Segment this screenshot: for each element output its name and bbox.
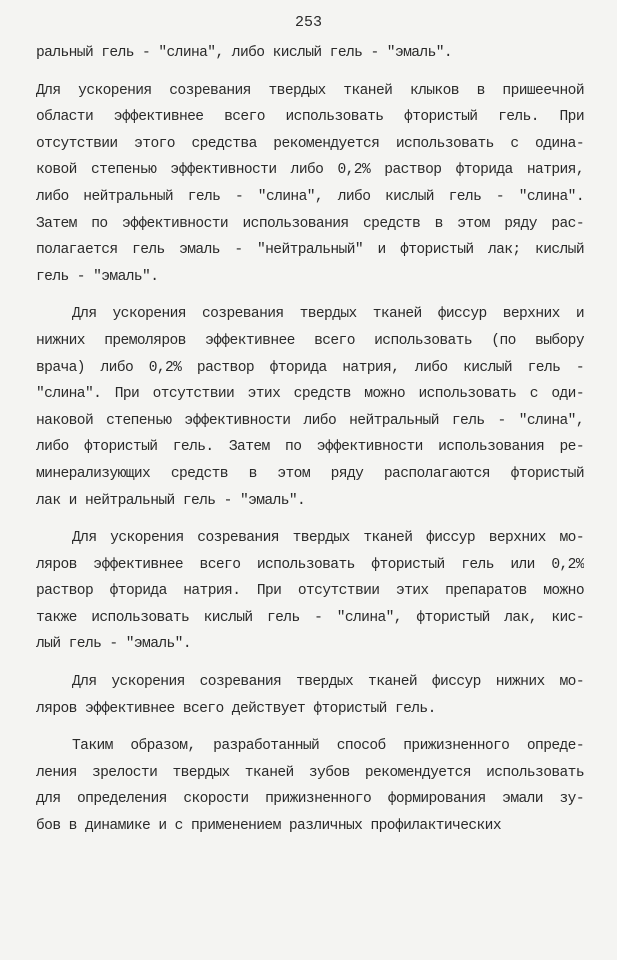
text-line: Таким образом, разработанный способ прижизненного опреде- (72, 738, 584, 755)
text-line: для определения скорости прижизненного формирования эмали зу- (36, 791, 584, 808)
text-line: ляров эффективнее всего действует фтористый гель. (36, 700, 436, 717)
paragraph-gap (36, 290, 584, 301)
paragraph (36, 669, 584, 722)
text-line: Для ускорения созревания твердых тканей фиссур верхних мо- (72, 530, 584, 547)
text-line: ральный гель - "слина", либо кислый гель - "эмаль". (36, 45, 453, 61)
paragraph (36, 301, 584, 514)
paragraph-gap (36, 722, 584, 733)
text-line: ковой степенью эффективности либо 0,2% раствор фторида натрия, (36, 162, 584, 179)
text-line: наковой степенью эффективности либо нейтральный гель - "слина", (36, 412, 584, 429)
text-line: нижних премоляров эффективнее всего использовать (по выбору (36, 332, 584, 349)
text-line: также использовать кислый гель - "слина", фтористый лак, кис- (36, 609, 584, 626)
text-line: Для ускорения созревания твердых тканей фиссур верхних и (72, 306, 584, 323)
paragraph (36, 78, 584, 291)
page-number: 253 (294, 14, 322, 31)
text-line: "слина". При отсутствии этих средств можно использовать с оди- (36, 386, 584, 403)
text-line: минерализующих средств в этом ряду располагаются фтористый (36, 465, 584, 482)
text-line: лый гель - "эмаль". (36, 636, 191, 653)
text-line: отсутствии этого средства рекомендуется использовать с одина- (36, 135, 584, 152)
text-line: Для ускорения созревания твердых тканей фиссур нижних мо- (72, 674, 584, 691)
body-text (36, 40, 584, 840)
text-line: либо нейтральный гель - "слина", либо кислый гель - "слина". (36, 188, 584, 205)
text-line: ления зрелости твердых тканей зубов рекомендуется использовать (36, 764, 584, 781)
text-line: либо фтористый гель. Затем по эффективности использования ре- (36, 439, 584, 456)
text-line: лак и нейтральный гель - "эмаль". (36, 492, 306, 509)
text-line: ляров эффективнее всего использовать фтористый гель или 0,2% (36, 556, 584, 573)
paragraph (36, 525, 584, 658)
text-line: гель - "эмаль". (36, 268, 159, 285)
paragraph-gap (36, 67, 584, 78)
paragraph-gap (36, 514, 584, 525)
text-line: полагается гель эмаль - "нейтральный" и фтористый лак; кислый (36, 242, 584, 259)
paragraph (36, 40, 584, 67)
text-line: области эффективнее всего использовать фтористый гель. При (36, 109, 584, 126)
text-line: бов в динамике и с применением различных профилактических (36, 818, 501, 835)
text-line: раствор фторида натрия. При отсутствии этих препаратов можно (36, 583, 584, 600)
text-line: врача) либо 0,2% раствор фторида натрия, либо кислый гель - (36, 359, 584, 376)
paragraph-gap (36, 658, 584, 669)
paragraph (36, 733, 584, 839)
text-line: Для ускорения созревания твердых тканей клыков в пришеечной (36, 82, 584, 99)
text-line: Затем по эффективности использования средств в этом ряду рас- (36, 215, 584, 232)
